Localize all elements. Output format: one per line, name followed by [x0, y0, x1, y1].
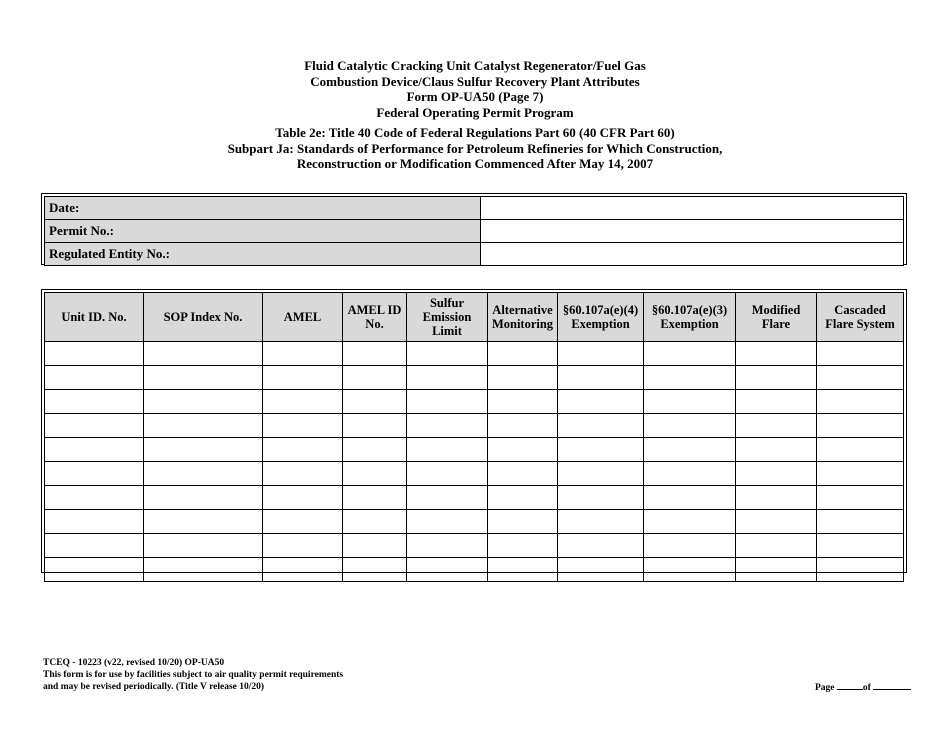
- col-unit-id: Unit ID. No.: [45, 293, 144, 342]
- table-cell[interactable]: [736, 462, 817, 486]
- table-cell[interactable]: [144, 462, 263, 486]
- table-row: [45, 558, 904, 582]
- table-cell[interactable]: [488, 558, 558, 582]
- table-row: [45, 462, 904, 486]
- date-row: [45, 197, 904, 220]
- table-cell[interactable]: [558, 486, 644, 510]
- page-total-field[interactable]: [873, 680, 911, 690]
- table-cell[interactable]: [644, 438, 736, 462]
- table-cell[interactable]: [644, 534, 736, 558]
- table-cell[interactable]: [644, 414, 736, 438]
- table-cell[interactable]: [263, 486, 343, 510]
- attributes-table: [44, 292, 904, 582]
- table-cell[interactable]: [144, 534, 263, 558]
- table-cell[interactable]: [817, 462, 904, 486]
- table-cell[interactable]: [488, 486, 558, 510]
- table-cell[interactable]: [644, 510, 736, 534]
- table-cell[interactable]: [343, 486, 407, 510]
- table-cell[interactable]: [644, 342, 736, 366]
- table-cell[interactable]: [263, 534, 343, 558]
- table-cell[interactable]: [558, 558, 644, 582]
- of-label: of: [862, 683, 871, 693]
- entity-field[interactable]: [481, 243, 904, 266]
- table-cell[interactable]: [263, 390, 343, 414]
- table-cell[interactable]: [488, 438, 558, 462]
- footer-note-1: This form is for use by facilities subject to air quality permit requirements: [43, 670, 344, 680]
- table-cell[interactable]: [407, 414, 488, 438]
- header-subpart-line-2: Reconstruction or Modification Commenced After May 14, 2007: [296, 156, 654, 171]
- permit-row: [45, 220, 904, 243]
- table-cell[interactable]: [343, 558, 407, 582]
- entity-row: [45, 243, 904, 266]
- table-cell[interactable]: [736, 342, 817, 366]
- table-cell[interactable]: [45, 510, 144, 534]
- col-sop-index: SOP Index No.: [144, 293, 263, 342]
- table-cell[interactable]: [144, 438, 263, 462]
- table-cell[interactable]: [817, 558, 904, 582]
- table-cell[interactable]: [144, 414, 263, 438]
- table-cell[interactable]: [558, 390, 644, 414]
- table-cell[interactable]: [343, 414, 407, 438]
- page-label: Page: [815, 683, 835, 693]
- table-cell[interactable]: [736, 414, 817, 438]
- table-cell[interactable]: [45, 366, 144, 390]
- table-cell[interactable]: [817, 414, 904, 438]
- table-cell[interactable]: [144, 390, 263, 414]
- table-cell[interactable]: [407, 558, 488, 582]
- header-form-number: Form OP-UA50 (Page 7): [406, 89, 544, 104]
- table-cell[interactable]: [144, 486, 263, 510]
- table-cell[interactable]: [488, 342, 558, 366]
- table-cell[interactable]: [407, 510, 488, 534]
- table-cell[interactable]: [736, 390, 817, 414]
- table-cell[interactable]: [407, 462, 488, 486]
- table-cell[interactable]: [45, 558, 144, 582]
- table-cell[interactable]: [817, 390, 904, 414]
- table-cell[interactable]: [488, 462, 558, 486]
- entity-label: Regulated Entity No.:: [45, 243, 481, 266]
- col-amel: AMEL: [263, 293, 343, 342]
- table-cell[interactable]: [263, 438, 343, 462]
- table-cell[interactable]: [644, 486, 736, 510]
- table-header-row: [45, 293, 904, 342]
- table-cell[interactable]: [45, 342, 144, 366]
- info-section: [41, 193, 907, 265]
- table-cell[interactable]: [736, 510, 817, 534]
- col-exemption-e3: §60.107a(e)(3) Exemption: [644, 293, 736, 342]
- table-cell[interactable]: [263, 558, 343, 582]
- table-cell[interactable]: [45, 486, 144, 510]
- col-exemption-e4: §60.107a(e)(4) Exemption: [558, 293, 644, 342]
- table-cell[interactable]: [558, 342, 644, 366]
- table-cell[interactable]: [488, 390, 558, 414]
- table-cell[interactable]: [558, 462, 644, 486]
- attributes-section: [41, 289, 907, 573]
- header-title-line-2: Combustion Device/Claus Sulfur Recovery Plant Attributes: [310, 73, 640, 89]
- table-cell[interactable]: [263, 510, 343, 534]
- page-number-field[interactable]: [837, 680, 863, 690]
- permit-field[interactable]: [481, 220, 904, 243]
- table-row: [45, 366, 904, 390]
- header-table-title: Table 2e: Title 40 Code of Federal Regulations Part 60 (40 CFR Part 60): [275, 125, 675, 140]
- col-modified-flare: Modified Flare: [736, 293, 817, 342]
- table-cell[interactable]: [817, 486, 904, 510]
- table-cell[interactable]: [644, 462, 736, 486]
- date-label: Date:: [45, 197, 481, 220]
- col-cascaded-flare-system: Cascaded Flare System: [817, 293, 904, 342]
- col-sulfur-emission-limit: Sulfur Emission Limit: [407, 293, 488, 342]
- footer-form-id: TCEQ - 10223 (v22, revised 10/20) OP-UA50: [43, 658, 225, 668]
- date-field[interactable]: [481, 197, 904, 220]
- header-title-line-1: Fluid Catalytic Cracking Unit Catalyst Regenerator/Fuel Gas: [304, 58, 646, 73]
- table-cell[interactable]: [558, 438, 644, 462]
- table-row: [45, 510, 904, 534]
- info-table: [44, 196, 904, 266]
- table-row: [45, 534, 904, 558]
- table-row: [45, 486, 904, 510]
- table-cell[interactable]: [644, 366, 736, 390]
- table-cell[interactable]: [558, 510, 644, 534]
- table-cell[interactable]: [45, 390, 144, 414]
- table-cell[interactable]: [558, 534, 644, 558]
- table-cell[interactable]: [558, 366, 644, 390]
- col-amel-id: AMEL ID No.: [343, 293, 407, 342]
- table-cell[interactable]: [817, 510, 904, 534]
- page-counter: [815, 680, 911, 693]
- table-cell[interactable]: [817, 438, 904, 462]
- table-cell[interactable]: [343, 534, 407, 558]
- table-cell[interactable]: [736, 486, 817, 510]
- table-cell[interactable]: [817, 534, 904, 558]
- table-cell[interactable]: [407, 390, 488, 414]
- table-cell[interactable]: [407, 486, 488, 510]
- table-cell[interactable]: [263, 342, 343, 366]
- header-program: Federal Operating Permit Program: [376, 104, 574, 120]
- table-row: [45, 414, 904, 438]
- table-cell[interactable]: [343, 510, 407, 534]
- table-cell[interactable]: [817, 342, 904, 366]
- table-cell[interactable]: [343, 438, 407, 462]
- table-cell[interactable]: [263, 366, 343, 390]
- table-cell[interactable]: [558, 414, 644, 438]
- header-subpart-line-1: Subpart Ja: Standards of Performance for Petroleum Refineries for Which Construction,: [227, 140, 723, 156]
- table-cell[interactable]: [817, 366, 904, 390]
- permit-label: Permit No.:: [45, 220, 481, 243]
- table-cell[interactable]: [343, 462, 407, 486]
- table-cell[interactable]: [488, 366, 558, 390]
- table-cell[interactable]: [407, 534, 488, 558]
- table-body: [45, 342, 904, 582]
- form-header: [0, 58, 950, 172]
- table-cell[interactable]: [407, 438, 488, 462]
- table-cell[interactable]: [263, 414, 343, 438]
- table-cell[interactable]: [488, 510, 558, 534]
- form-footer: [43, 657, 343, 693]
- table-cell[interactable]: [488, 534, 558, 558]
- table-row: [45, 390, 904, 414]
- table-row: [45, 438, 904, 462]
- table-cell[interactable]: [407, 342, 488, 366]
- table-cell[interactable]: [45, 414, 144, 438]
- table-cell[interactable]: [144, 558, 263, 582]
- table-cell[interactable]: [343, 366, 407, 390]
- table-cell[interactable]: [736, 366, 817, 390]
- table-cell[interactable]: [45, 462, 144, 486]
- table-cell[interactable]: [644, 558, 736, 582]
- table-cell[interactable]: [144, 366, 263, 390]
- col-alternative-monitoring: Alternative Monitoring: [488, 293, 558, 342]
- table-cell[interactable]: [736, 534, 817, 558]
- table-row: [45, 342, 904, 366]
- table-cell[interactable]: [644, 390, 736, 414]
- table-cell[interactable]: [144, 342, 263, 366]
- table-cell[interactable]: [45, 534, 144, 558]
- table-cell[interactable]: [343, 342, 407, 366]
- table-cell[interactable]: [488, 414, 558, 438]
- table-cell[interactable]: [407, 366, 488, 390]
- table-cell[interactable]: [45, 438, 144, 462]
- table-cell[interactable]: [736, 558, 817, 582]
- footer-note-2: and may be revised periodically. (Title V release 10/20): [43, 682, 265, 692]
- table-cell[interactable]: [736, 438, 817, 462]
- table-cell[interactable]: [263, 462, 343, 486]
- table-cell[interactable]: [343, 390, 407, 414]
- table-cell[interactable]: [144, 510, 263, 534]
